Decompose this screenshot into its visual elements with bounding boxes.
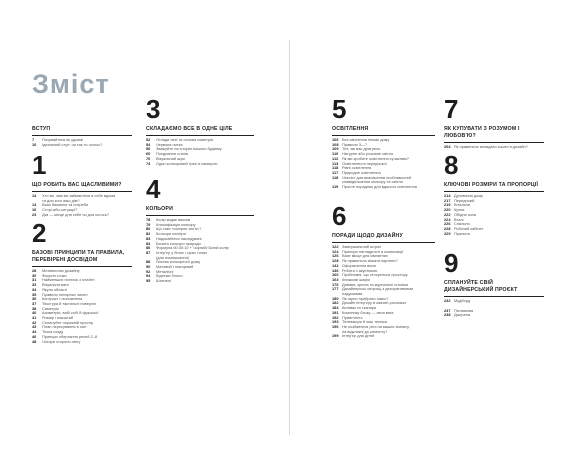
- toc-entry-label: Тіні, які вас дратують: [342, 146, 381, 152]
- toc-page-number: 119: [332, 184, 339, 190]
- chapter-number: 2: [32, 218, 47, 248]
- chapter-number: 7: [444, 94, 459, 124]
- section-5: [332, 96, 435, 190]
- toc-entry-label: Без світлення немає дому: [342, 137, 390, 142]
- toc-page-number: 41: [32, 315, 37, 321]
- toc-page-number: 238: [444, 312, 451, 318]
- toc-entry-label: Фокусні точки: [42, 272, 67, 278]
- toc-entry-label: Книжкові шафи: [342, 276, 370, 282]
- toc-page-number: 92: [146, 268, 151, 274]
- toc-page-number: 193: [332, 319, 339, 325]
- toc-entry-label: Штапелі: [156, 278, 171, 284]
- chapter-title: ПОРАДИ ЩОДО ДИЗАЙНУ: [332, 233, 435, 243]
- toc-entry-label: Дивани, крісла та журнальні столики: [342, 281, 409, 287]
- toc-page-number: 110: [332, 151, 339, 157]
- toc-page-number: 84: [146, 240, 151, 246]
- toc-entry-label: на відкликні до ремонту?: [342, 328, 388, 334]
- toc-entry-label: Надихайтеся наслідувані: [156, 235, 202, 241]
- toc-page-number: 40: [32, 310, 37, 316]
- toc-page-number: 86: [146, 245, 151, 251]
- section-4: [146, 176, 254, 284]
- toc-entry-label: Текстура й тактильні поверхні: [42, 300, 96, 306]
- toc-entry-label: Оформлення вікон: [342, 262, 377, 268]
- toc-page-number: 237: [444, 307, 451, 313]
- chapter-title: КОЛЬОРИ: [146, 206, 254, 216]
- toc-entry-label: Найменших нотаток з плаґен: [42, 277, 95, 283]
- chapter-number: 5: [332, 94, 347, 124]
- toc-page-number: 31: [32, 277, 37, 283]
- toc-page-number: 192: [332, 314, 339, 320]
- toc-entry-label: Ваші бажання та потреби: [42, 202, 89, 208]
- toc-entry-label: Як правильно вкладати кошти в дизайн?: [454, 144, 528, 149]
- toc-entry-label: Зважуйте на історію вашого будинку: [156, 146, 222, 152]
- toc-page-number: 79: [146, 221, 151, 227]
- toc-entry-label: Обідня зона: [454, 211, 476, 217]
- toc-page-number: 23: [32, 211, 37, 217]
- section-2: [32, 220, 132, 344]
- toc-entry-label: Металічні: [156, 268, 174, 274]
- toc-page-number: 28: [32, 268, 37, 273]
- toc-page-number: 52: [146, 137, 151, 142]
- toc-page-number: 33: [32, 282, 37, 288]
- toc-entry-label: Симетрія: [42, 305, 59, 311]
- toc-entry-label: Інтер'єр у білих і сірих тонах: [156, 249, 208, 255]
- toc-entry-label: Поєднання стилів: [156, 151, 189, 157]
- toc-entry-label: Сплануйте порожній простір: [42, 319, 94, 325]
- toc-entry-label: Правило 3—7: [342, 141, 368, 147]
- toc-entry-label: Натурне або розсіяне світло: [342, 151, 394, 157]
- toc-page-number: 228: [444, 225, 451, 231]
- toc-entry-label: План пересування в хаті: [42, 324, 87, 330]
- chapter-number: 9: [444, 248, 459, 278]
- toc-page-number: 30: [32, 272, 37, 278]
- toc-entry[interactable]: [444, 313, 544, 318]
- toc-page-number: 82: [146, 231, 151, 237]
- toc-entry-label: подушками: [342, 291, 363, 297]
- toc-entry[interactable]: [146, 162, 254, 167]
- toc-entry-label: (для помешкання): [156, 254, 189, 260]
- toc-entry-label: Післямова: [454, 307, 474, 313]
- toc-page-number: 16: [32, 207, 37, 213]
- toc-entry-label: Огляди лінії та основа симетрія: [156, 137, 213, 142]
- toc-entry-label: Червона нитка: [156, 141, 183, 147]
- toc-entry-label: Освітлення в передпокої: [342, 160, 387, 166]
- toc-entry[interactable]: [32, 143, 132, 148]
- toc-page-number: 106: [332, 137, 339, 142]
- toc-entry[interactable]: [332, 185, 435, 190]
- toc-entry-label: Джерела: [454, 312, 471, 318]
- toc-entry-label: Як ми зробите освітлення сучасним?: [342, 155, 409, 161]
- page-title: Зміст: [32, 69, 110, 99]
- toc-entry-label: Кольори палітри: [156, 231, 186, 237]
- toc-page-number: 222: [444, 211, 451, 217]
- toc-entry-label: Візуальний шум: [156, 155, 185, 161]
- toc-entry-label: Рівні освітлення: [342, 165, 372, 171]
- toc-page-number: 46: [32, 333, 37, 339]
- toc-page-number: 36: [32, 296, 37, 302]
- toc-entry-label: та для кого ваш дім?: [42, 197, 80, 203]
- toc-entry-label: Бачити кольори природи: [156, 240, 201, 246]
- toc-page-number: 232: [444, 298, 451, 303]
- toc-page-number: 113: [332, 160, 339, 166]
- toc-entry-label: Якуля області: [42, 286, 68, 292]
- toc-entry-label: Чотири сторони світу: [42, 338, 81, 344]
- toc-page-number: 42: [32, 319, 37, 325]
- toc-entry-label: Вазе місце для кімнатних: [342, 253, 388, 259]
- toc-page-number: 229: [444, 230, 451, 236]
- toc-entry-label: Формула 60:30:10 + Чорний/ Білий колір: [156, 245, 229, 251]
- toc-entry-label: Передпокій: [454, 197, 475, 203]
- toc-page-number: 182: [332, 300, 339, 306]
- toc-entry-label: Не позбавтеся речі на ваших хімнату,: [342, 323, 410, 329]
- toc-page-number: 191: [332, 309, 339, 315]
- chapter-number: 4: [146, 174, 161, 204]
- chapter-title: КЛЮЧОВІ РОЗМІРИ ТА ПРОПОРЦІЇ: [444, 182, 544, 192]
- toc-entry-label: Дизайн інтер'єру в кімнаті-росликах: [342, 300, 407, 306]
- toc-page-number: 204: [444, 144, 451, 149]
- toc-entry-label: Відтінки білого: [156, 273, 183, 279]
- section-8: [444, 152, 544, 236]
- toc-page-number: 88: [146, 259, 151, 265]
- toc-page-number: 117: [332, 169, 339, 175]
- toc-page-number: 94: [146, 273, 151, 279]
- toc-page-number: 176: [332, 281, 339, 287]
- toc-entry-label: Листва кольорного дому: [156, 259, 201, 265]
- toc-entry-label: Мотивичних дизайну: [42, 268, 80, 273]
- chapter-title: ЩО РОБИТЬ ВАС ЩАСЛИВИМИ?: [32, 182, 132, 192]
- toc-page-number: 44: [32, 329, 37, 335]
- toc-page-number: 217: [444, 197, 451, 203]
- toc-entry-label: Розмір і масштаб: [42, 315, 74, 321]
- toc-page-number: 95: [146, 278, 151, 284]
- toc-entry-label: Дім — місце для себе чи для когось?: [42, 211, 109, 217]
- toc-entry-label: Вталі: [454, 216, 464, 222]
- toc-entry-label: Класифікація кольору: [156, 221, 196, 227]
- chapter-title: ОСВІТЛЕННЯ: [332, 126, 435, 136]
- toc-page-number: 219: [444, 202, 451, 208]
- chapter-title: ВСТУП: [32, 126, 132, 136]
- chapter-title: ЯК КУПУВАТИ З РОЗУМОМ І ЛЮБОВ'Ю?: [444, 126, 544, 143]
- toc-entry-label: Правило непарних чисел: [42, 291, 88, 297]
- toc-entry-label: Контраст і поставлена: [42, 296, 83, 302]
- toc-entry-label: Колір кидає виклик: [156, 217, 191, 222]
- toc-page-number: 54: [146, 141, 151, 147]
- toc-page-number: 90: [146, 264, 151, 270]
- toc-entry[interactable]: [444, 232, 544, 237]
- toc-page-number: 87: [146, 249, 151, 255]
- toc-entry-label: Робота з акустикою: [342, 267, 378, 273]
- section-intro: [32, 126, 132, 147]
- toc-page-number: 177: [332, 286, 339, 292]
- toc-entry-label: Інтер'єр для дітей: [342, 333, 375, 339]
- toc-entry[interactable]: [146, 279, 254, 284]
- section-9: [444, 250, 544, 318]
- toc-entry-label: Що таке «колірне сімʼя»?: [156, 226, 202, 232]
- section-3: [146, 96, 254, 166]
- toc-entry-label: Матовий і глянцевий: [156, 264, 194, 270]
- toc-page-number: 196: [332, 323, 339, 329]
- toc-page-number: 74: [146, 160, 151, 166]
- chapter-title: СПЛАНУЙТЕ СВІЙ ДИЗАЙНЕРСЬКИЙ ПРОЄКТ: [444, 280, 544, 297]
- section-6: [332, 203, 435, 339]
- toc-entry-label: Ідеальний стул: чи так то чогось?: [42, 141, 103, 147]
- toc-page-number: 108: [332, 141, 339, 147]
- toc-entry-label: співвідношення кольору та світла: [342, 179, 403, 185]
- toc-page-number: 14: [32, 193, 37, 198]
- toc-entry-label: Сторі-або-ситуації?: [42, 207, 78, 213]
- chapter-title: СКЛАДАЄМО ВСЕ В ОДНЕ ЦІЛЕ: [146, 126, 254, 136]
- toc-page-number: 43: [32, 324, 37, 330]
- toc-entry-label: Привітність: [342, 314, 363, 320]
- toc-page-number: 224: [444, 216, 451, 222]
- section-1: [32, 152, 132, 218]
- toc-page-number: 226: [444, 221, 451, 227]
- toc-page-number: 60: [146, 151, 151, 157]
- toc-page-number: 146: [332, 267, 339, 273]
- toc-page-number: 199: [332, 333, 339, 339]
- section-7: [444, 96, 544, 150]
- toc-page-number: 83: [146, 235, 151, 241]
- toc-entry-label: Хто ви, чим ви займаєтеся в себе вдома: [42, 193, 116, 198]
- toc-page-number: 124: [332, 248, 339, 254]
- toc-entry-label: Дупомічна дому: [454, 193, 483, 198]
- toc-page-number: 112: [332, 155, 339, 161]
- toc-page-number: 160: [332, 272, 339, 278]
- toc-entry-label: Кухня: [454, 207, 465, 213]
- toc-entry-label: Один кольоровий трек із камерою: [156, 160, 218, 166]
- toc-entry-label: Точка сходу: [42, 329, 64, 335]
- toc-entry-label: Як гарно прибрати ліжко?: [342, 295, 389, 301]
- toc-page-number: 80: [146, 226, 151, 232]
- chapter-number: 6: [332, 201, 347, 231]
- toc-page-number: 56: [146, 146, 151, 152]
- toc-page-number: 164: [332, 276, 339, 282]
- toc-page-number: 14: [32, 202, 37, 208]
- toc-page-number: 122: [332, 244, 339, 249]
- toc-page-number: 78: [146, 217, 151, 222]
- toc-entry-label: Мудборд: [454, 298, 471, 303]
- toc-page-number: 38: [32, 305, 37, 311]
- chapter-title: БАЗОВІ ПРИНЦИПИ ТА ПРАВИЛА, ПЕРЕВІРЕНІ ДОСВІДОМ: [32, 250, 132, 267]
- toc-entry-label: Принцип наглядності в композиції: [342, 248, 404, 254]
- toc-page-number: 37: [32, 300, 37, 306]
- toc-entry-label: Природне освітлення: [342, 169, 381, 175]
- toc-entry-label: Килими та тканяри: [342, 305, 377, 311]
- toc-page-number: 35: [32, 291, 37, 297]
- chapter-number: 3: [146, 94, 161, 124]
- toc-entry-label: Робочий кабінет: [454, 225, 484, 231]
- toc-page-number: 118: [332, 165, 339, 171]
- toc-entry[interactable]: [32, 213, 132, 218]
- toc-entry-label: Спальня: [454, 221, 470, 227]
- toc-entry-label: Проблемні, що стосуються простору: [342, 272, 408, 278]
- toc-entry-label: Завершальний штрих: [342, 244, 382, 249]
- toc-page-number: 10: [32, 141, 37, 147]
- toc-entry-label: Як правильно вішати картини?: [342, 258, 398, 264]
- toc-entry-label: Чекліст для визначення особливостей: [342, 174, 412, 180]
- toc-entry-label: Пральня: [454, 230, 470, 236]
- toc-page-number: 7: [32, 137, 35, 142]
- toc-page-number: 34: [32, 286, 37, 292]
- toc-page-number: 109: [332, 146, 339, 152]
- toc-entry[interactable]: [444, 145, 544, 150]
- toc-page-number: 220: [444, 207, 451, 213]
- chapter-number: 8: [444, 150, 459, 180]
- toc-page-number: 184: [332, 305, 339, 311]
- toc-entry-label: Комонику бочку — своя вага: [342, 309, 394, 315]
- toc-entry-label: Асиметрія, вибі собі й фукоскої: [42, 310, 99, 316]
- page-spine: [289, 40, 290, 435]
- toc-entry-label: Принцип обертання речей 2–8: [42, 333, 97, 339]
- toc-entry[interactable]: [32, 340, 132, 345]
- toc-entry-label: Телевізори й інші техніка: [342, 319, 387, 325]
- toc-page-number: 214: [444, 193, 451, 198]
- toc-entry-label: Дизайнерські хитрощі з декоративними: [342, 286, 414, 292]
- toc-entry[interactable]: [332, 334, 435, 339]
- toc-page-number: 128: [332, 258, 339, 264]
- toc-page-number: 118: [332, 174, 339, 180]
- toc-entry-label: Почувайтеся як удома!: [42, 137, 84, 142]
- chapter-number: 1: [32, 150, 47, 180]
- toc-entry-label: Візуальна вага: [42, 282, 69, 288]
- toc-entry-label: Вітальня: [454, 202, 470, 208]
- toc-page-number: 70: [146, 155, 151, 161]
- toc-page-number: 126: [332, 253, 339, 259]
- toc-entry-label: Просте порадник для вдалого освітлення: [342, 184, 417, 190]
- toc-page-number: 48: [32, 338, 37, 344]
- toc-page-number: 142: [332, 262, 339, 268]
- toc-page-number: 180: [332, 295, 339, 301]
